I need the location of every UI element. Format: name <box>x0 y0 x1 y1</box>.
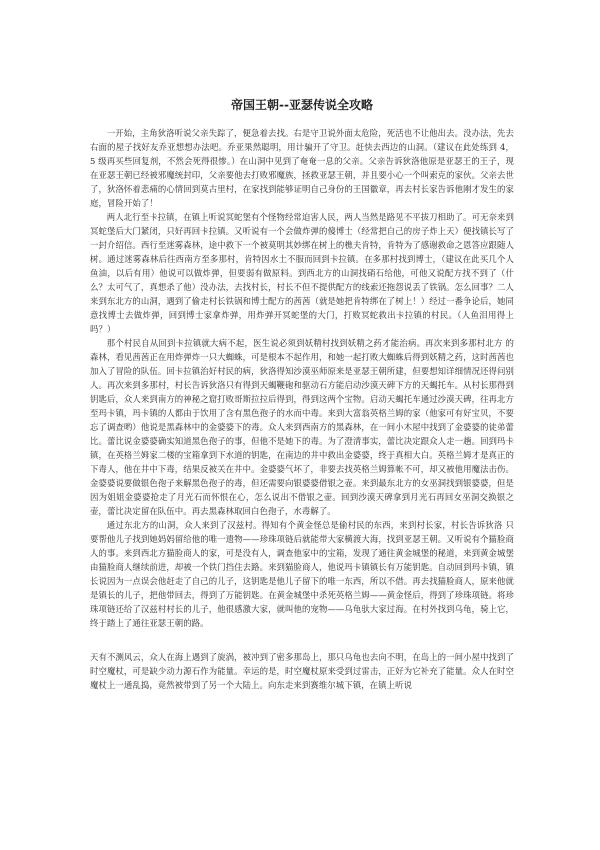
document-body <box>90 126 514 692</box>
paragraph-karaz-town: 两人北行至卡拉镇，在镇上听说冥蛇堡有个怪物经常迫害人民，两人当然是路见不平拔刀相助了。可无奈来到冥蛇堡后大门紧闭，只好再回卡拉镇。又听说有一个会做炸弹的傻博士（经常把自己的房子炸上天）便找镇长写了一封介绍信。西行至迷雾森林，途中救下一个被莫明其妙绑在树上的樵夫肯特，肯特为了感谢救命之恩答应跟随人树。通过迷雾森林后往西南方至多那村，肯特因水土不服而回到卡拉镇。在多那村找到博士，（建议在此买几个人鱼油，以后有用）他说可以做炸弹，但要弱有做原料。到西北方的山洞找硝石给他，可他又说配方找不到了（什么？太可气了，真想杀了他）没办法，去找村长，村长不但不提供配方的线索还拖怨说丢了铁锅。怎么回事？二人来到东北方的山洞，遇到了偷走村长铁锅和博士配方的茜茜（就是她把肯特绑在了树上！）经过一番争论后，她同意找博士去做炸弹，回到博士家拿炸弹，用炸弹开冥蛇堡的大门，打败冥蛇救出卡拉镇的村民。（人鱼泪用得上吗？） <box>90 212 514 334</box>
paragraph-hanz-village: 通过东北方的山洞，众人来到了汉兹村。得知有个黄金怪总是偷村民的东西，来到村长家，村长告诉狄洛 只要帮他儿子找到她妈妈留给他的唯一遗物——珍珠项链后就能带大家横渡大海，找到亚瑟王朝。又听说有个猫脸商人的事。来到西北方猫脸商人的家，可是没有人，调查他家中的宝箱，发现了通往黄金城堡的秘道，来到黄金城堡由猫脸商人继续前进，却被一个铁门挡住去路。来到猫脸商人，他说玛卡镇镇长有万能钥匙。自动回到玛卡镇，镇长说因为一点误会他赶走了自己的儿子，这钥匙是他儿子留下的唯一东西，所以不借。再去找猫脸商人，原来他就是镇长的儿子，把他带回去，得到了万能钥匙。在黄金城堡中杀死英格兰姆——黄金怪后，得到了珍珠项链。将珍珠项链还给了汉兹村村长的儿子，他很感激大家，就叫他的宠物——乌龟驮大家过海。在村外找到乌龟，骑上它，终于踏上了通往亚瑟王朝的路。 <box>90 520 514 628</box>
paragraph-mitona-island: 天有不测风云，众人在海上遇到了旋涡，被冲到了密多那岛上，那只乌龟也去向不明，在岛上的一间小屋中找到了时空魔杖，可是缺少动力源石作为能量。幸运的是，时空魔杖原来受到过雷击，正好为它补充了能量。众人在时空魔杖上一通乱捣，竟然被带到了另一个大陆上。向东走来到赛维尔城下镇，在镇上听说 <box>90 652 514 690</box>
paragraph-maka-town: 那个村民自从回到卡拉镇就大病不起，医生说必须到妖精村找到妖精之药才能治病。再次来到多那村北方 的森林，看见茜茜正在用炸弹炸一只大蜘蛛，可是根本不起作用，和她一起打败大蜘蛛后得到妖精之药，这时茜茜也加入了冒险的队伍。回卡拉镇治好村民的病，狄洛得知沙漠巫师原来是亚瑟王朝所建，但要想知详细情况还得问别人。再次来到多那村，村长告诉狄洛只有得到天蝎鞭砲和驱动石方能启动沙漠天碑下方的天蝎托车。从村长那得到钥匙后，众人来到南方的神秘之窟打败哥斯拉拉后得到，得到这两个宝物。启动天蝎托车通过沙漠天碑，往再北方至玛卡镇，玛卡镇的人都由于饮用了含有黑色孢子的水而中毒。来到大富翁英格兰姆的家（他家可有好宝贝，不要忘了调查哟）他说是黑森林中的金婆婆下的毒。众人来到西南方的黑森林，在一间小木屋中找到了金婆婆的徒弟蕾比。蕾比说金婆婆确实知道黑色孢子的事，但他不是她下的毒。为了澄清事实，蕾比决定跟众人走一趟。回到玛卡镇，在英格兰姆家二楼的宝箱拿到下水道的钥匙，在南边的井中救出金婆婆，终于真相大白。英格兰姆才是真正的下毒人，他在井中下毒，结果反被关在井中。金婆婆气坏了，非要去找英格兰姆算帐不可，却又被他用魔法击伤。金婆婆说要做银色孢子来解黑色孢子的毒，但还需要向银婆婆借银之壶。来到最东北方的女巫洞找到银婆婆，但是因为姐姐金婆婆抢走了月光石而怀恨在心，怎么说出不借银之壶。回到沙漠天碑拿到月光石再回女巫洞交换银之壶，蕾比决定留在队伍中。再去黑森林取回白色孢子，水毒解了。 <box>90 338 514 516</box>
document-title: 帝国王朝--亚瑟传说全攻略 <box>231 98 373 112</box>
paragraph-intro: 一开始，主角狄洛听说父亲失踪了，便急着去找。右是守卫说外面太危险，死活也不让他出去。没办法，先去右面的屋子找好友乔亚想想办法吧。乔亚果然聪明，用计骗开了守卫。赶快去西边的山洞。（建议在此处练到 4，5 级再买些回复剂，不然会死得很惨。）在山洞中见到了奄奄一息的父亲。父亲告诉狄洛他原是亚瑟王的王子，现在亚瑟王朝已经被邪魔统封印，父亲要他去打败邪魔族，拯救亚瑟王朝，并且要小心一个叫索克的家伙。父亲去世了，狄洛怀着悲痛的心情回到莫古里村，在家找到能够证明自己身份的王国徽章，再去村长家告诉他刚才发生的家庭，冒险开始了！ <box>90 128 514 208</box>
